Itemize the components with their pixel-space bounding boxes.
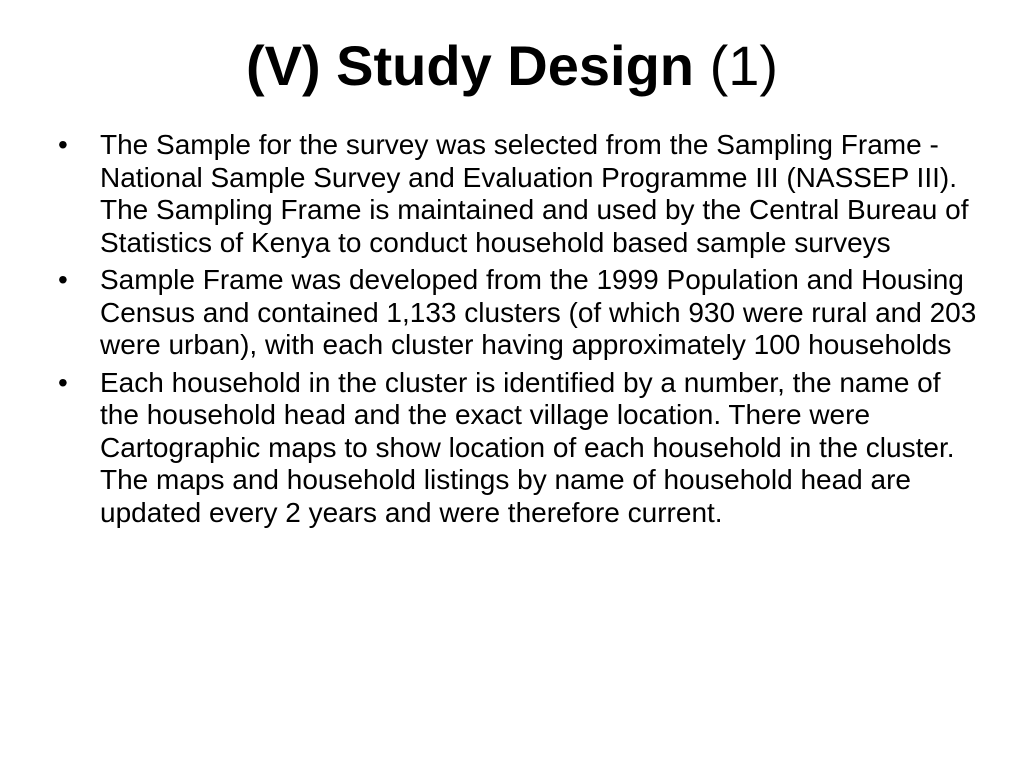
bullet-text: Each household in the cluster is identified by a number, the name of the household head and the exact village location. There were Cartographic maps to show location of each household in the cluster. The maps and household listings by name of household head are updated every 2 years and were therefore current. xyxy=(100,366,955,528)
bullet-marker: • xyxy=(58,366,68,398)
bullet-text: The Sample for the survey was selected from the Sampling Frame - National Sample Survey and Evaluation Programme III (NASSEP III). The Sampling Frame is maintained and used by the Central Bureau of Statistics of Kenya to conduct household based sample surveys xyxy=(100,129,969,258)
bullet-item xyxy=(58,264,978,362)
bullet-marker: • xyxy=(58,129,68,160)
bullet-marker: • xyxy=(58,264,68,295)
bullet-item xyxy=(58,367,978,530)
slide-title-suffix: (1) xyxy=(709,34,779,97)
bullet-text: Sample Frame was developed from the 1999 Population and Housing Census and contained 1,133 clusters (of which 930 were rural and 203 were urban), with each cluster having approximately 100 households xyxy=(100,264,977,360)
slide-title-main: (V) Study Design xyxy=(245,34,694,97)
bullet-item xyxy=(58,129,978,259)
slide-title xyxy=(0,30,1024,102)
bullet-list xyxy=(58,129,978,534)
